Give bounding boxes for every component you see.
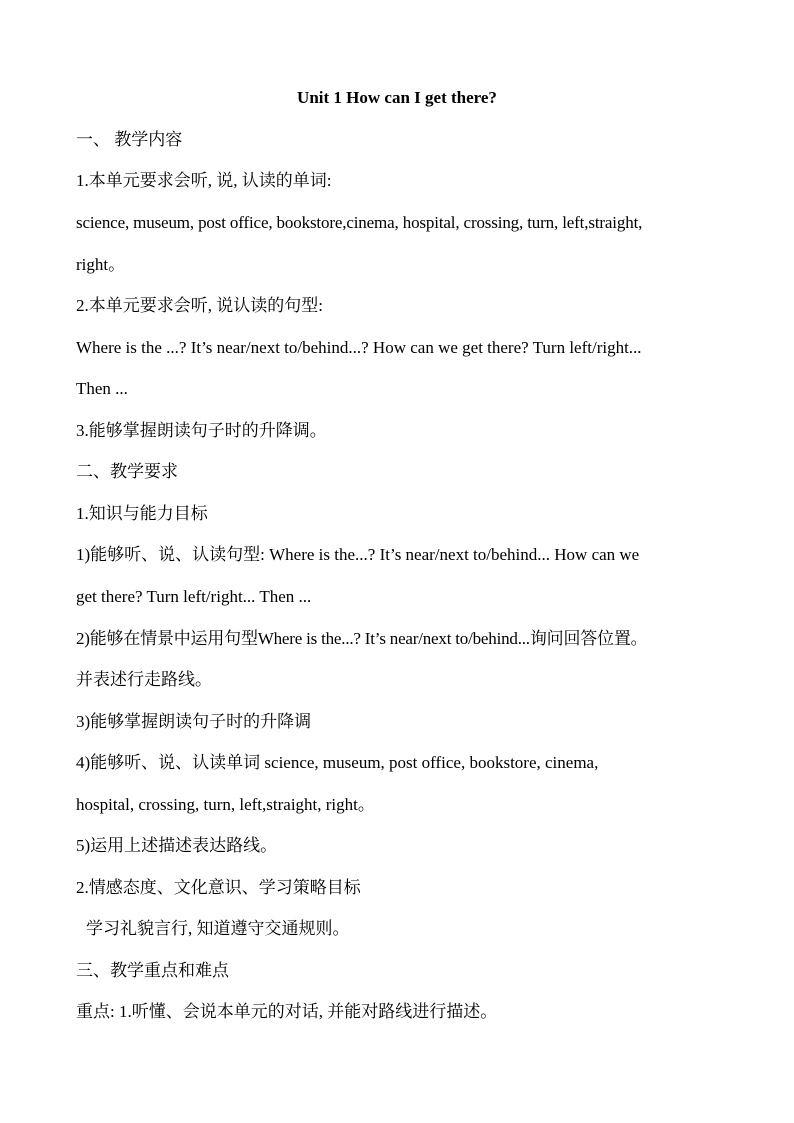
- goal-1-line-1: 1)能够听、说、认读句型: Where is the...? It’s near/next to/behind... How can we: [76, 545, 640, 564]
- sentence-patterns-line-1: Where is the ...? It’s near/next to/behind...? How can we get there? Turn left/right...: [76, 338, 642, 357]
- subheading-knowledge-goals: 1.知识与能力目标: [76, 504, 208, 523]
- section-heading-key-points: 三、教学重点和难点: [76, 961, 229, 980]
- goal-2-line-2: 并表述行走路线。: [76, 670, 212, 689]
- section-heading-requirements: 二、教学要求: [76, 462, 178, 481]
- goal-4-line-1: 4)能够听、说、认读单词 science, museum, post office, bookstore, cinema,: [76, 753, 599, 772]
- vocabulary-list-line-2: right。: [76, 255, 126, 274]
- goal-3: 3)能够掌握朗读句子时的升降调: [76, 712, 312, 731]
- subheading-attitude-goals: 2.情感态度、文化意识、学习策略目标: [76, 878, 361, 897]
- attitude-goal-text: 学习礼貌言行, 知道遵守交通规则。: [86, 919, 350, 938]
- goal-1-line-2: get there? Turn left/right... Then ...: [76, 587, 312, 606]
- intonation-item: 3.能够掌握朗读句子时的升降调。: [76, 421, 327, 440]
- document-title: Unit 1 How can I get there?: [297, 88, 497, 107]
- goal-5: 5)运用上述描述表达路线。: [76, 836, 278, 855]
- sentence-patterns-line-2: Then ...: [76, 379, 128, 398]
- subheading-sentence-patterns: 2.本单元要求会听, 说认读的句型:: [76, 296, 323, 315]
- subheading-vocabulary: 1.本单元要求会听, 说, 认读的单词:: [76, 171, 332, 190]
- goal-2-line-1: 2)能够在情景中运用句型Where is the...? It’s near/next to/behind...询问回答位置。: [76, 629, 648, 648]
- vocabulary-list-line-1: science, museum, post office, bookstore,cinema, hospital, crossing, turn, left,straight,: [76, 213, 643, 232]
- goal-4-line-2: hospital, crossing, turn, left,straight, right。: [76, 795, 375, 814]
- key-point-1: 重点: 1.听懂、会说本单元的对话, 并能对路线进行描述。: [76, 1002, 498, 1021]
- section-heading-teaching-content: 一、 教学内容: [76, 130, 183, 149]
